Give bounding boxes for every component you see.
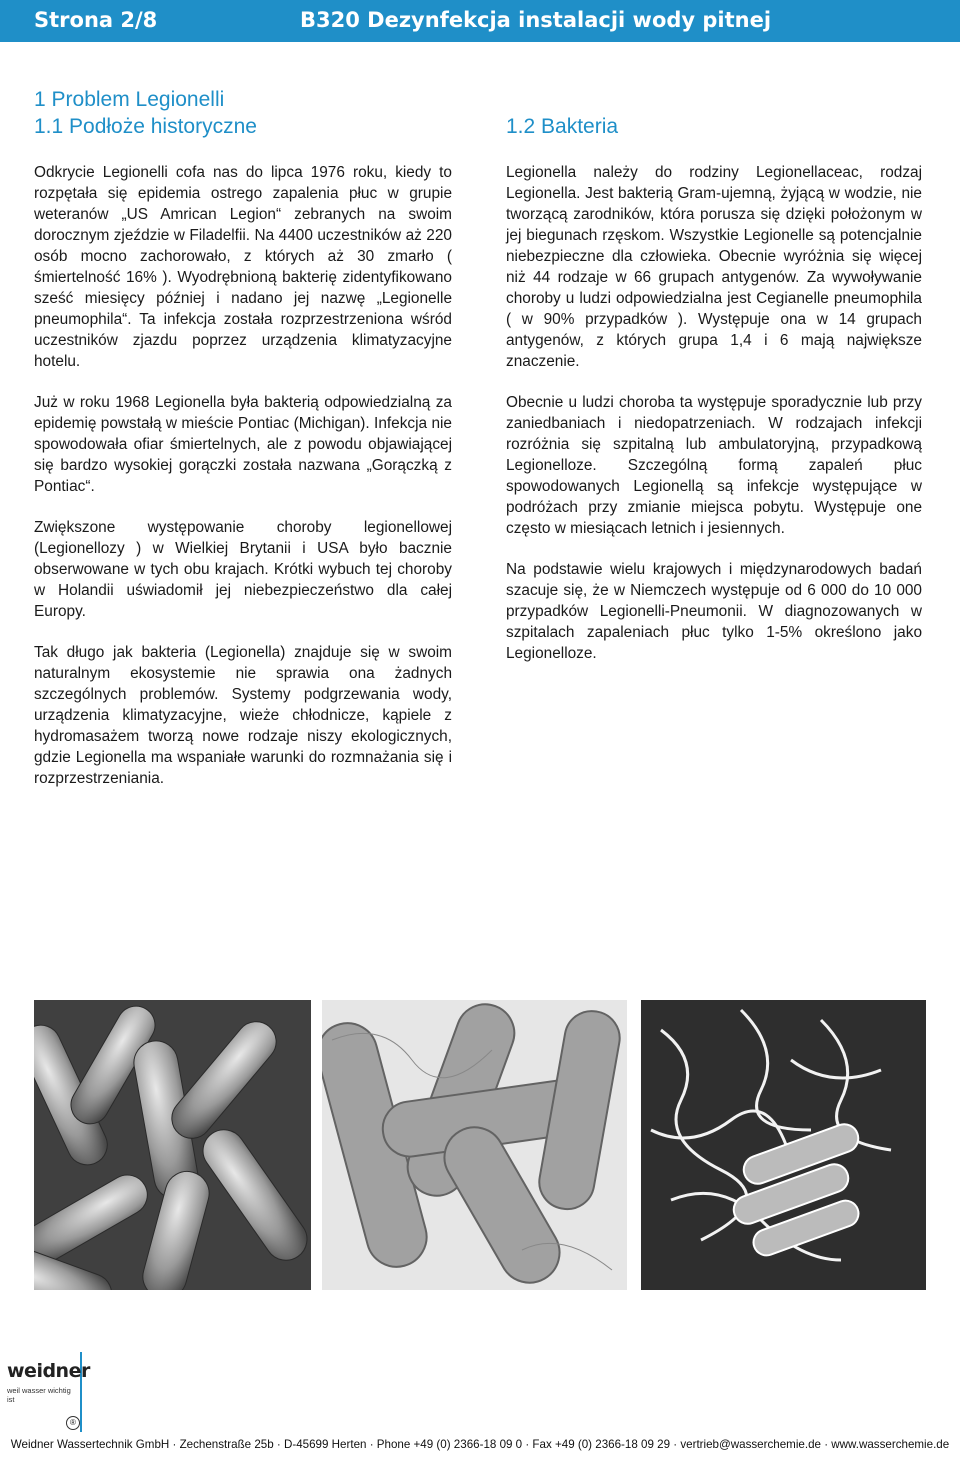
page-number: Strona 2/8	[34, 8, 158, 32]
heading-problem: 1 Problem Legionelli	[34, 88, 225, 111]
paragraph: Tak długo jak bakteria (Legionella) znajduje się w swoim naturalnym ekosystemie nie sprawia ona żadnych szczególnych problemów. Systemy podgrzewania wody, urządzenia klimatyzacyjne, wieże chłodnicze, kąpiele z hydromasażem tworzą nowe rodzaje niszy ekologicznych, gdzie Legionella ma wspaniałe warunki do rozmnażania się i rozprzestrzeniania.	[34, 644, 452, 787]
logo-slogan: weil wasser wichtig ist	[7, 1386, 71, 1404]
paragraph: Legionella należy do rodziny Legionellaceac, rodzaj Legionella. Jest bakterią Gram-ujemną, żyjącą w wodzie, nie tworzącą zarodników, która porusza się dzięki położonym w jej biegunach rzęskom. Wszystkie Legionelle są potencjalnie niebezpieczne dla człowieka. Obecnie wyróżnia się więcej niż 44 rodzaje w 66 grupach antygenów. Za wywoływanie choroby u ludzi odpowiedzialna jest Cegianelle pneumophila ( w 90% przypadków ). Występuje ona w 14 grupach antygenów, z których grupa 1,4 i 6 mają największe znaczenie.	[506, 164, 922, 370]
document-title: B320 Dezynfekcja instalacji wody pitnej	[300, 8, 772, 32]
section-heading	[34, 86, 257, 140]
paragraph: Już w roku 1968 Legionella była bakterią odpowiedzialną za epidemię powstałą w mieście Pontiac (Michigan). Infekcja nie spowodowała ofiar śmiertelnych, ale z powodu objawiającej się bardzo wysokiej gorączki została nazwana „Gorączką z Pontiac“.	[34, 394, 452, 495]
left-column	[34, 162, 452, 809]
paragraph: Na podstawie wielu krajowych i międzynarodowych badań szacuje się, że w Niemczech występuje od 6 000 do 10 000 przypadków Legionelli-Pneumonii. W diagnozowanych w szpitalach zapaleniach płuc tylko 1-5% określono jako Legionelloze.	[506, 561, 922, 662]
paragraph: Odkrycie Legionelli cofa nas do lipca 1976 roku, kiedy to rozpętała się epidemia ostrego zapalenia płuc w grupie weteranów „US Amrican Legion“ zebranych na swoim dorocznym zjeździe w Filadelfii. Na 4400 uczestników aż 220 osób mocno zachorowało, z których aż 30 zmarło ( śmiertelność 16% ). Wyodrębnioną bakterię zidentyfikowano sześć miesięcy później i nadano jej nazwę „Legionelle pneumophila“. Ta infekcja została rozprzestrzeniona wśród uczestników zjazdu poprzez urządzenia klimatyzacyjne hotelu.	[34, 164, 452, 370]
bacteria-flagella-photo	[641, 1000, 926, 1290]
paragraph: Obecnie u ludzi choroba ta występuje sporadycznie lub przy zaniedbaniach i niedopatrzeniach. W rodzajach infekcji rozróżnia się szpitalną lub ambulatoryjną, przypadkową Legionelloze. Szczególną formą zapaleń płuc spowodowanych Legionellą są infekcje występujące w podróżach przy zmianie miejsca pobytu. Występuje one często w miesiącach letnich i jesiennych.	[506, 394, 922, 537]
right-column	[506, 162, 922, 684]
logo-wordmark: weidner	[7, 1360, 90, 1382]
heading-bacteria: 1.2 Bakteria	[506, 115, 619, 138]
company-logo	[4, 1352, 90, 1432]
heading-history: 1.1 Podłoże historyczne	[34, 115, 257, 138]
registered-mark: ®	[66, 1416, 80, 1430]
bacteria-tem-photo	[322, 1000, 627, 1290]
bacteria-sem-photo	[34, 1000, 311, 1290]
paragraph: Zwiększone występowanie choroby legionellowej (Legionellozy ) w Wielkiej Brytanii i USA było bacznie obserwowane w tych obu krajach. Krótki wybuch tej choroby w Holandii uświadomił jej niebezpieczeństwo dla całej Europy.	[34, 519, 452, 620]
footer-contact: Weidner Wassertechnik GmbH · Zechenstraße 25b · D-45699 Herten · Phone +49 (0) 2366-18 09 0 · Fax +49 (0) 2366-18 09 29 · vertrieb@wasserchemie.de · www.wasserchemie.de	[10, 1438, 950, 1451]
page-header	[0, 0, 960, 42]
